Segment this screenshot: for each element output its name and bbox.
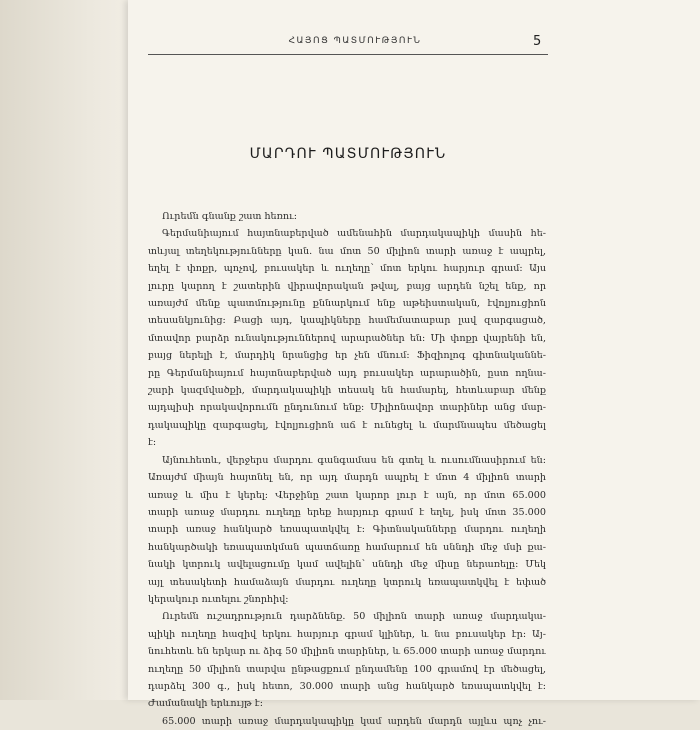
text-line: Գերմանիայում հայտնաբերված ամենահին մարդակապիկի մասին հե- xyxy=(162,228,546,240)
text-line: է: xyxy=(148,437,157,449)
page-number: 5 xyxy=(533,34,542,49)
text-line: ուղեղը 50 միլիոն տարվա ընթացքում ընդամենը 100 գրամով էր մեծացել, xyxy=(148,663,546,675)
body-text xyxy=(148,208,546,730)
text-line: րը Գերմանիայում հայտնաբերված այդ բուսակեր արարածին, ըստ ողնա- xyxy=(148,367,546,379)
text-line: Առայժմ միայն հայտնել են, որ այդ մարդն ապրել է մոտ 4 միլիոն տարի xyxy=(148,472,546,484)
text-line: մտավոր բարձր ունակություններով արարածներ են: Մի փոքր վայրենի են, xyxy=(148,332,546,344)
text-line: Ուրեմն գնանք շատ հեռու: xyxy=(162,211,297,222)
text-line: շարի կազմվածքի, մարդակապիկի տեսակ են համարել, հետևաբար մենք xyxy=(148,385,546,397)
text-line: դակապիկը զարգացել, էվոլյուցիոն աճ է ունեցել և մարմնապես մեծացել xyxy=(148,419,546,431)
text-line: դարձել 300 գ., իսկ հետո, 30.000 տարի անց հանկարծ եռապատկվել է: xyxy=(148,680,546,692)
text-line: բայց ներելի է, մարդիկ նրանցից եր չեն մնում: Ֆիզիոլոգ գիտնականնե- xyxy=(148,350,546,362)
text-line: եղել է փոքր, պոչով, բուսակեր և ուղեղը՝ մոտ երկու հարյուր գրամ: Այս xyxy=(148,263,546,275)
text-line: հանկարծակի եռապատկման պատճառը համարում են սննդի մեջ մսի քա- xyxy=(148,541,546,553)
chapter-title: ՄԱՐԴՈՒ ՊԱՏՄՈՒԹՅՈՒՆ xyxy=(249,146,447,162)
header-rule xyxy=(148,54,548,55)
text-line: Այնուհետև, վերջերս մարդու գանգամաս են գտել և ուսումնասիրում են: xyxy=(162,454,546,466)
text-line: Ուրեմն ուշադրություն դարձնենք. 50 միլիոն տարի առաջ մարդակա- xyxy=(162,611,546,623)
text-line: նակի կտրուկ ավելացումը կամ ավելին՝ սննդի մեջ միսը ներառելը: Մեկ xyxy=(148,559,546,571)
text-line: նուհետև են երկար ու ձիգ 50 միլիոն տարիներ, և 65.000 տարի առաջ մարդու xyxy=(148,646,546,658)
text-line: առայժմ մենք պատմությունը քննարկում ենք աթեիստական, էվոլյուցիոն xyxy=(148,298,546,310)
text-line: տարի առաջ մարդու ուղեղը երեք հարյուր գրամ է եղել, իսկ մոտ 35.000 xyxy=(148,506,546,518)
text-line: կերակուր ուտելու շնորհիվ: xyxy=(148,593,289,605)
text-line: այլ տեսակետի համաձայն մարդու ուղեղը կտրուկ եռապատկվել է եփած xyxy=(148,576,546,588)
text-line: տևյալ տեղեկությունները կան. նա մոտ 50 միլիոն տարի առաջ է ապրել, xyxy=(148,245,546,257)
running-head: ՀԱՅՈՑ ՊԱՏՄՈՒԹՅՈՒՆ xyxy=(288,36,422,46)
text-line: այդպիսի որակավորումն ընդունում ենք: Միլիոնավոր տարիներ անց մար- xyxy=(148,402,546,414)
text-line: Ժամանակի երևույթ է: xyxy=(148,698,263,710)
text-line: տեսանկյունից: Բացի այդ, կապիկները համեմատաբար լավ զարգացած, xyxy=(148,315,546,327)
text-line: տարի առաջ հանկարծ եռապատկվել է: Գիտնականները մարդու ուղեղի xyxy=(148,524,546,536)
text-line: պիկի ուղեղը հազիվ երկու հարյուր գրամ կլիներ, և նա բուսակեր էր: Այ- xyxy=(148,628,546,640)
book-gutter xyxy=(0,0,128,700)
text-line: 65.000 տարի առաջ մարդակապիկը կամ արդեն մարդն այլևս պոչ չու- xyxy=(162,715,546,727)
text-line: առաջ և միս է կերել: Վերջինը շատ կարոր լուր է այն, որ մոտ 65.000 xyxy=(148,489,546,501)
text-line: լուրը կարող է շատերին վիրավորական թվալ, բայց արդեն նշել ենք, որ xyxy=(148,280,546,292)
